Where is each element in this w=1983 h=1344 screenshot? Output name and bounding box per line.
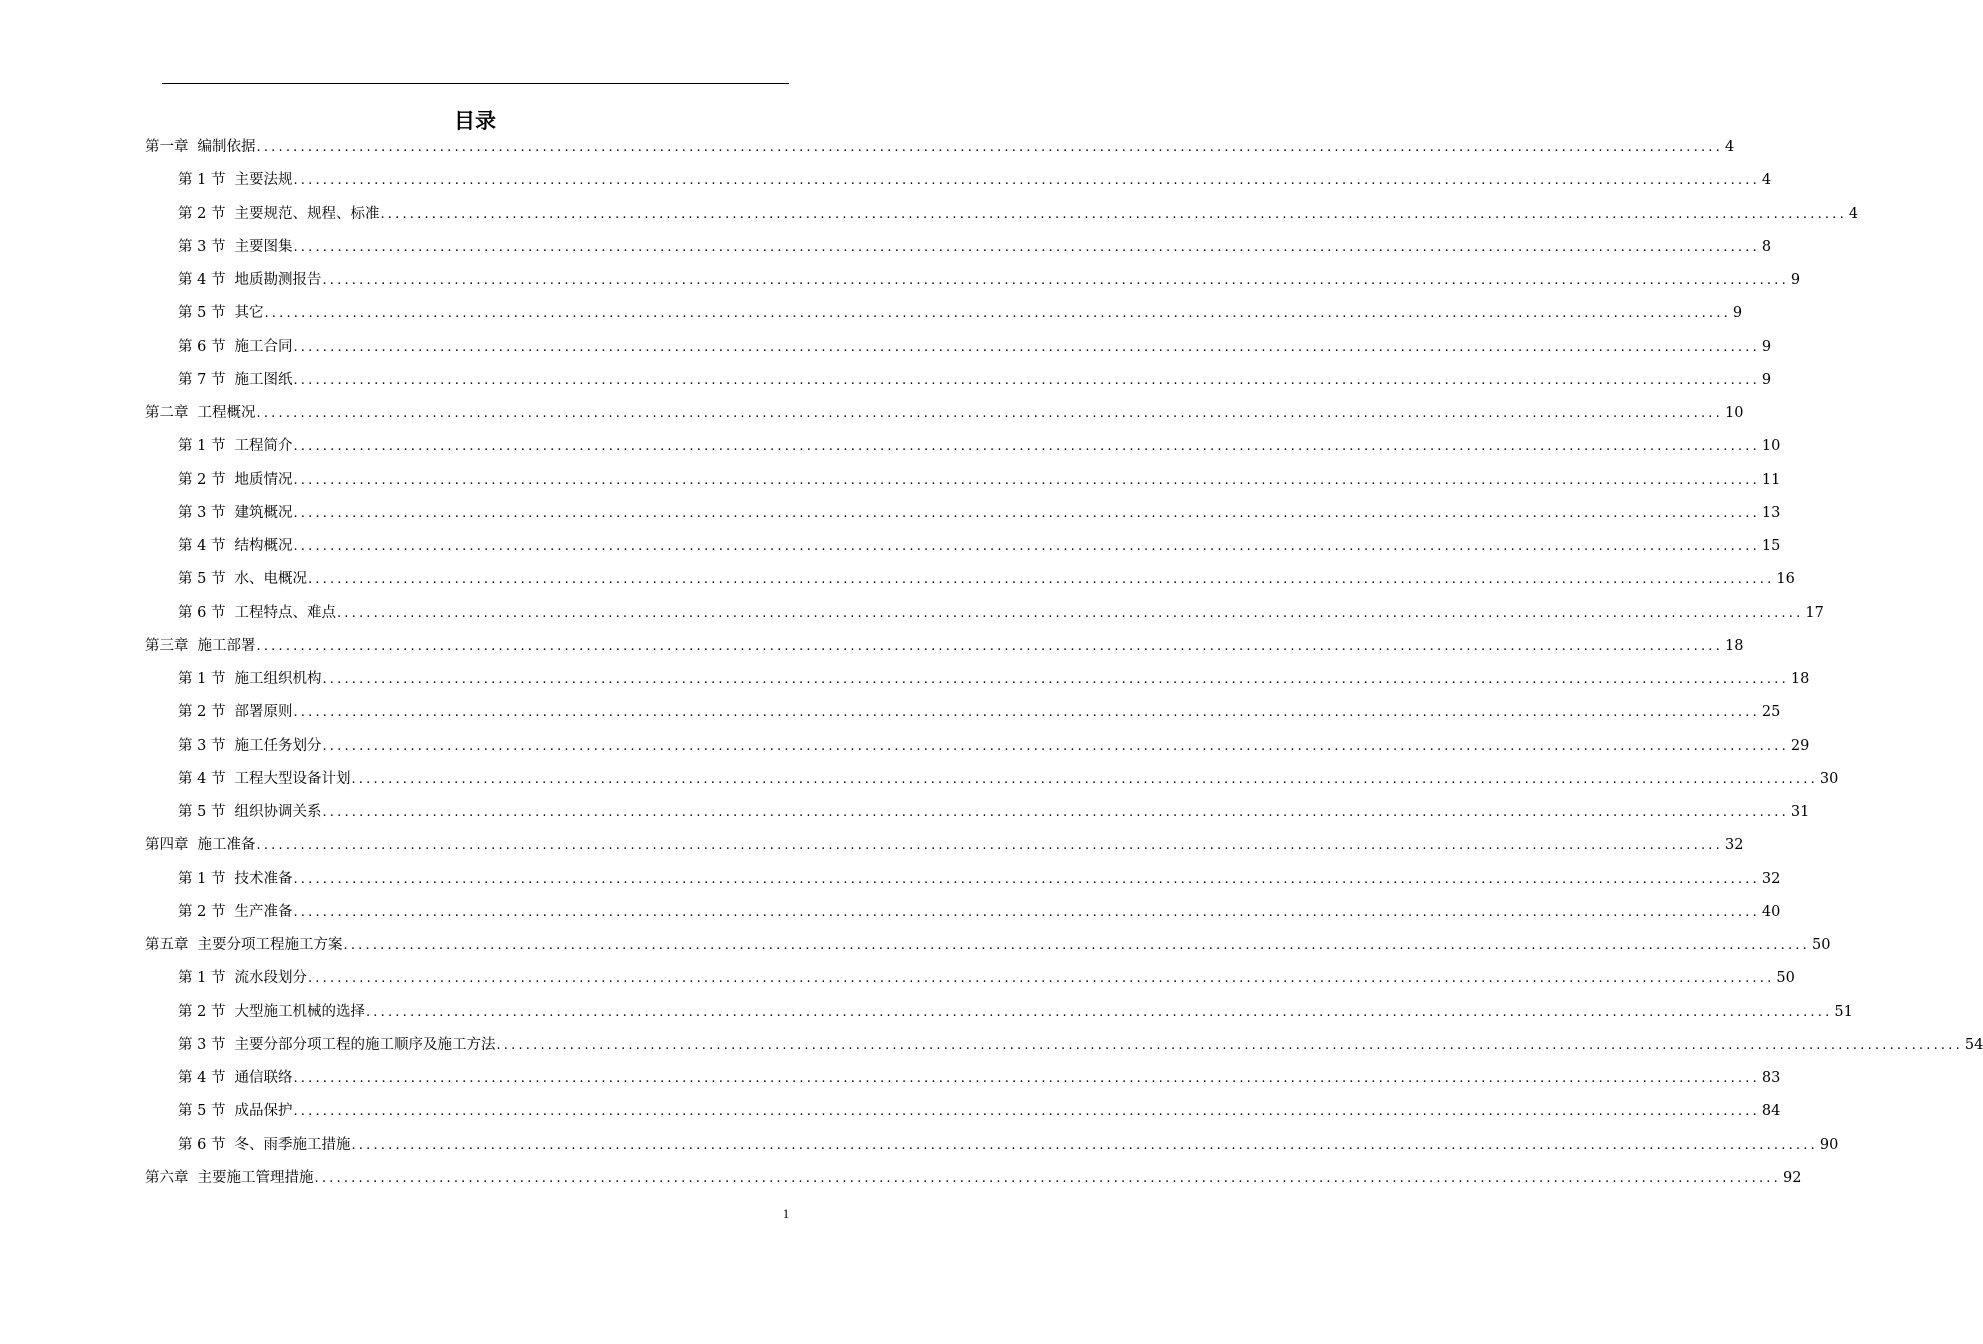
toc-entry-page: 8 [1761, 238, 1772, 255]
toc-entry-page: 29 [1790, 737, 1810, 754]
toc-entry-leader: ........................................................................................................................................................................................................ [343, 938, 1810, 953]
toc-entry-leader: ........................................................................................................................................................................................................ [307, 971, 1775, 987]
toc-entry-page: 18 [1724, 637, 1744, 654]
toc-entry-title: 主要图集 [234, 238, 293, 255]
toc-entry-title: 主要法规 [234, 172, 293, 189]
toc-entry-title: 冬、雨季施工措施 [234, 1136, 351, 1153]
toc-entry-leader: ........................................................................................................................................................................................................ [314, 1170, 1781, 1186]
toc-section-entry[interactable] [178, 602, 1824, 624]
toc-entry-title: 主要分项工程施工方案 [197, 937, 343, 953]
toc-entry-page: 9 [1732, 305, 1743, 322]
toc-entry-label: 第六章 [145, 1169, 189, 1186]
toc-entry-title: 流水段划分 [234, 970, 307, 987]
toc-entry-label: 第 6 节 [178, 338, 226, 355]
toc-entry-page: 50 [1776, 970, 1795, 987]
toc-entry-title: 技术准备 [234, 870, 293, 887]
toc-section-entry[interactable] [178, 901, 1781, 923]
toc-entry-label: 第 2 节 [178, 1003, 226, 1020]
toc-entry-leader: ........................................................................................................................................................................................................ [322, 672, 1789, 687]
toc-entry-label: 第 6 节 [178, 1136, 226, 1153]
toc-entry-title: 地质勘测报告 [234, 272, 322, 288]
toc-chapter-entry[interactable] [145, 1167, 1802, 1189]
toc-entry-title: 工程大型设备计划 [234, 770, 351, 787]
toc-entry-label: 第 2 节 [178, 704, 226, 721]
toc-entry-label: 第 6 节 [178, 604, 226, 621]
toc-entry-page: 50 [1811, 937, 1831, 953]
toc-chapter-entry[interactable] [145, 635, 1744, 657]
toc-section-entry[interactable] [178, 1001, 1853, 1023]
toc-entry-label: 第五章 [145, 937, 189, 953]
toc-entry-leader: ........................................................................................................................................................................................................ [351, 771, 1818, 787]
toc-entry-leader: ........................................................................................................................................................................................................ [264, 306, 1731, 322]
toc-section-entry[interactable] [178, 502, 1781, 524]
toc-entry-page: 84 [1761, 1103, 1781, 1120]
toc-section-entry[interactable] [178, 735, 1810, 757]
toc-entry-label: 第 2 节 [178, 471, 226, 488]
toc-entry-leader: ........................................................................................................................................................................................................ [293, 505, 1760, 521]
toc-entry-leader: ........................................................................................................................................................................................................ [293, 904, 1760, 920]
toc-entry-title: 地质情况 [234, 471, 293, 488]
toc-section-entry[interactable] [178, 868, 1781, 890]
toc-entry-label: 第 1 节 [178, 970, 226, 987]
toc-entry-leader: ........................................................................................................................................................................................................ [293, 439, 1760, 455]
toc-section-entry[interactable] [178, 1034, 1983, 1056]
toc-entry-page: 90 [1819, 1136, 1839, 1153]
toc-entry-title: 工程简介 [234, 438, 293, 455]
toc-entry-leader: ........................................................................................................................................................................................................ [351, 1137, 1818, 1153]
toc-entry-label: 第一章 [145, 139, 189, 155]
toc-entry-label: 第 2 节 [178, 205, 226, 222]
toc-section-entry[interactable] [178, 1067, 1781, 1089]
toc-entry-leader: ........................................................................................................................................................................................................ [256, 638, 1723, 654]
toc-entry-label: 第三章 [145, 637, 189, 654]
toc-entry-page: 92 [1782, 1169, 1802, 1186]
toc-entry-title: 其它 [234, 305, 264, 322]
toc-entry-leader: ........................................................................................................................................................................................................ [293, 472, 1760, 488]
toc-section-entry[interactable] [178, 435, 1781, 457]
toc-entry-label: 第 3 节 [178, 1036, 226, 1053]
toc-entry-leader: ........................................................................................................................................................................................................ [380, 206, 1847, 222]
toc-entry-label: 第 1 节 [178, 172, 226, 189]
toc-entry-label: 第 5 节 [178, 305, 226, 322]
toc-section-entry[interactable] [178, 203, 1859, 225]
toc-chapter-entry[interactable] [145, 402, 1744, 424]
toc-entry-page: 16 [1776, 571, 1795, 588]
toc-entry-leader: ........................................................................................................................................................................................................ [307, 572, 1775, 588]
toc-entry-title: 部署原则 [234, 704, 293, 721]
toc-entry-label: 第 5 节 [178, 1103, 226, 1120]
toc-entry-label: 第 1 节 [178, 438, 226, 455]
toc-chapter-entry[interactable] [145, 834, 1744, 856]
toc-entry-leader: ........................................................................................................................................................................................................ [336, 605, 1804, 621]
toc-entry-label: 第 4 节 [178, 538, 226, 554]
toc-entry-title: 建筑概况 [234, 504, 293, 521]
toc-entry-leader: ........................................................................................................................................................................................................ [293, 173, 1760, 189]
toc-entry-title: 工程概况 [197, 405, 256, 421]
toc-entry-label: 第 1 节 [178, 671, 226, 687]
toc-section-entry[interactable] [178, 1134, 1839, 1156]
toc-entry-leader: ........................................................................................................................................................................................................ [293, 1104, 1760, 1120]
toc-entry-leader: ........................................................................................................................................................................................................ [293, 705, 1760, 721]
toc-entry-page: 83 [1761, 1070, 1781, 1086]
toc-entry-label: 第 4 节 [178, 272, 226, 288]
toc-entry-label: 第 5 节 [178, 804, 226, 820]
toc-chapter-entry[interactable] [145, 934, 1831, 956]
toc-entry-label: 第 4 节 [178, 1070, 226, 1086]
toc-entry-leader: ........................................................................................................................................................................................................ [322, 273, 1789, 288]
toc-entry-page: 10 [1724, 405, 1744, 421]
toc-entry-page: 30 [1819, 770, 1839, 787]
toc-entry-title: 结构概况 [234, 538, 293, 554]
toc-entry-title: 主要分部分项工程的施工顺序及施工方法 [234, 1036, 496, 1053]
toc-entry-page: 54 [1964, 1036, 1983, 1053]
toc-section-entry[interactable] [178, 568, 1795, 590]
toc-entry-title: 成品保护 [234, 1103, 293, 1120]
toc-entry-label: 第 3 节 [178, 504, 226, 521]
toc-entry-page: 9 [1761, 371, 1772, 388]
toc-entry-page: 4 [1724, 139, 1735, 155]
toc-entry-leader: ........................................................................................................................................................................................................ [293, 539, 1760, 554]
toc-entry-label: 第 5 节 [178, 571, 226, 588]
toc-section-entry[interactable] [178, 1100, 1781, 1122]
toc-entry-label: 第四章 [145, 837, 189, 854]
toc-section-entry[interactable] [178, 801, 1810, 823]
toc-entry-leader: ........................................................................................................................................................................................................ [256, 406, 1723, 421]
toc-chapter-entry[interactable] [145, 136, 1735, 158]
toc-entry-leader: ........................................................................................................................................................................................................ [322, 738, 1789, 754]
toc-entry-leader: ........................................................................................................................................................................................................ [293, 1071, 1760, 1086]
toc-entry-page: 18 [1790, 671, 1810, 687]
toc-entry-title: 主要施工管理措施 [197, 1169, 314, 1186]
toc-entry-page: 9 [1761, 338, 1772, 355]
toc-entry-page: 32 [1724, 837, 1744, 854]
toc-section-entry[interactable] [178, 302, 1743, 324]
toc-section-entry[interactable] [178, 369, 1772, 391]
toc-entry-leader: ........................................................................................................................................................................................................ [256, 838, 1723, 854]
toc-section-entry[interactable] [178, 236, 1772, 258]
toc-section-entry[interactable] [178, 701, 1781, 723]
toc-entry-page: 13 [1761, 504, 1781, 521]
toc-entry-leader: ........................................................................................................................................................................................................ [293, 871, 1760, 887]
toc-entry-title: 施工部署 [197, 637, 256, 654]
toc-entry-title: 主要规范、规程、标准 [234, 205, 380, 222]
page-title: 目录 [454, 109, 496, 133]
toc-entry-title: 通信联络 [234, 1070, 293, 1086]
toc-entry-title: 施工组织机构 [234, 671, 322, 687]
toc-entry-label: 第 2 节 [178, 903, 226, 920]
toc-entry-page: 51 [1834, 1003, 1853, 1020]
toc-entry-leader: ........................................................................................................................................................................................................ [256, 140, 1723, 155]
toc-entry-leader: ........................................................................................................................................................................................................ [322, 805, 1789, 820]
toc-entry-page: 10 [1761, 438, 1781, 455]
toc-entry-title: 组织协调关系 [234, 804, 322, 820]
toc-entry-label: 第二章 [145, 405, 189, 421]
toc-entry-title: 大型施工机械的选择 [234, 1003, 365, 1020]
toc-entry-page: 25 [1761, 704, 1781, 721]
toc-entry-page: 11 [1761, 471, 1781, 488]
toc-entry-title: 水、电概况 [234, 571, 307, 588]
toc-entry-page: 4 [1761, 172, 1772, 189]
toc-section-entry[interactable] [178, 469, 1781, 491]
toc-entry-title: 施工图纸 [234, 371, 293, 388]
toc-entry-page: 32 [1761, 870, 1781, 887]
toc-section-entry[interactable] [178, 535, 1781, 557]
page-number: 1 [782, 1206, 790, 1221]
toc-entry-leader: ........................................................................................................................................................................................................ [365, 1004, 1833, 1020]
toc-entry-leader: ........................................................................................................................................................................................................ [293, 239, 1760, 255]
toc-entry-title: 工程特点、难点 [234, 604, 336, 621]
toc-section-entry[interactable] [178, 169, 1772, 191]
toc-entry-label: 第 1 节 [178, 870, 226, 887]
toc-entry-label: 第 4 节 [178, 770, 226, 787]
toc-entry-title: 编制依据 [197, 139, 256, 155]
toc-entry-page: 9 [1790, 272, 1801, 288]
toc-entry-page: 31 [1790, 804, 1810, 820]
toc-section-entry[interactable] [178, 668, 1810, 690]
toc-entry-label: 第 3 节 [178, 238, 226, 255]
toc-entry-leader: ........................................................................................................................................................................................................ [293, 372, 1760, 388]
toc-entry-leader: ........................................................................................................................................................................................................ [293, 339, 1760, 355]
toc-entry-leader: ........................................................................................................................................................................................................ [496, 1037, 1963, 1053]
toc-entry-title: 施工合同 [234, 338, 293, 355]
toc-entry-title: 施工任务划分 [234, 737, 322, 754]
toc-section-entry[interactable] [178, 967, 1795, 989]
toc-entry-page: 15 [1761, 538, 1781, 554]
toc-section-entry[interactable] [178, 269, 1801, 291]
toc-entry-page: 40 [1761, 903, 1781, 920]
toc-entry-label: 第 7 节 [178, 371, 226, 388]
toc-section-entry[interactable] [178, 336, 1772, 358]
toc-entry-page: 4 [1848, 205, 1859, 222]
toc-entry-title: 施工准备 [197, 837, 256, 854]
toc-entry-label: 第 3 节 [178, 737, 226, 754]
toc-entry-title: 生产准备 [234, 903, 293, 920]
toc-entry-page: 17 [1805, 604, 1824, 621]
toc-section-entry[interactable] [178, 768, 1839, 790]
